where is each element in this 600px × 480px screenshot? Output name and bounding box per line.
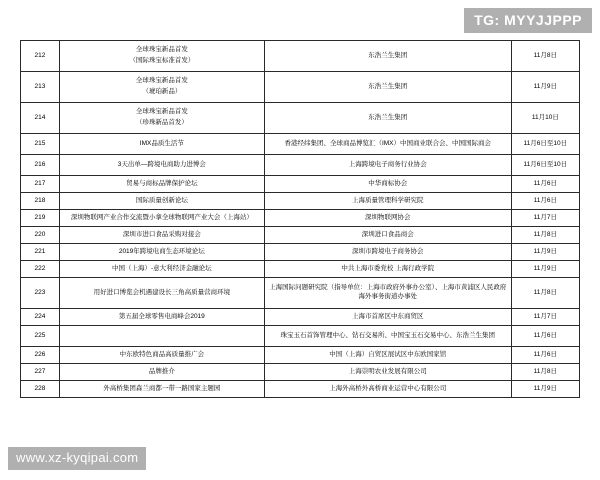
cell-date: 11月9日 bbox=[511, 244, 579, 261]
event-name-sub: （琥珀新品） bbox=[142, 88, 182, 95]
table-row bbox=[21, 155, 580, 176]
cell-number: 214 bbox=[21, 103, 60, 134]
event-name-main: 2019年跨境电商生态环境论坛 bbox=[118, 247, 205, 255]
cell-organizer: 中国（上海）自贸区展试区中东欧国家馆 bbox=[264, 347, 511, 364]
cell-date: 11月6日 bbox=[511, 347, 579, 364]
cell-date: 11月6日 bbox=[511, 326, 579, 347]
table-row bbox=[21, 103, 580, 134]
cell-organizer: 上海跨境电子商务行业协会 bbox=[264, 155, 511, 176]
cell-event-name bbox=[59, 210, 264, 227]
event-name-main: 贸易与商标品牌保护论坛 bbox=[126, 179, 198, 187]
table-row bbox=[21, 381, 580, 398]
cell-event-name bbox=[59, 176, 264, 193]
event-name-main: 深圳市进口食品采购对接会 bbox=[122, 230, 201, 238]
cell-event-name bbox=[59, 155, 264, 176]
table-row bbox=[21, 134, 580, 155]
event-name-main: 全球珠宝新品首发 bbox=[135, 77, 188, 85]
event-name-main: 品牌推介 bbox=[148, 367, 175, 375]
cell-date: 11月6日 bbox=[511, 193, 579, 210]
event-name-main: 3天出单—跨境电商助力进博会 bbox=[117, 160, 206, 168]
cell-event-name bbox=[59, 347, 264, 364]
cell-date: 11月6日至10日 bbox=[511, 155, 579, 176]
cell-event-name bbox=[59, 326, 264, 347]
cell-organizer: 深圳进口食品商会 bbox=[264, 227, 511, 244]
table-row bbox=[21, 193, 580, 210]
cell-organizer: 东浩兰生集团 bbox=[264, 72, 511, 103]
cell-date: 11月8日 bbox=[511, 227, 579, 244]
cell-organizer: 深圳市跨境电子商务协会 bbox=[264, 244, 511, 261]
cell-date: 11月6日至10日 bbox=[511, 134, 579, 155]
cell-date: 11月9日 bbox=[511, 261, 579, 278]
cell-date: 11月7日 bbox=[511, 210, 579, 227]
cell-organizer: 上海市首席区中东商贸区 bbox=[264, 309, 511, 326]
cell-organizer: 中共上海市委党校 上海行政学院 bbox=[264, 261, 511, 278]
cell-number: 212 bbox=[21, 41, 60, 72]
cell-organizer: 深圳物联网协会 bbox=[264, 210, 511, 227]
cell-number: 213 bbox=[21, 72, 60, 103]
cell-number: 217 bbox=[21, 176, 60, 193]
event-name-main: 深圳物联网产业合作交流暨小拿全球物联网产业大会（上海站） bbox=[70, 213, 253, 221]
cell-event-name bbox=[59, 244, 264, 261]
cell-number: 228 bbox=[21, 381, 60, 398]
cell-number: 227 bbox=[21, 364, 60, 381]
event-name-main: 中东欧特色商品高质量推广会 bbox=[119, 350, 205, 358]
cell-organizer: 东浩兰生集团 bbox=[264, 41, 511, 72]
event-name-main: 全球珠宝新品首发 bbox=[135, 46, 188, 54]
cell-organizer: 珠宝玉石首饰管理中心、钻石交易所、中国宝玉石交易中心、东浩兰生集团 bbox=[264, 326, 511, 347]
table-row bbox=[21, 261, 580, 278]
cell-organizer: 上海崇明农业发展有限公司 bbox=[264, 364, 511, 381]
cell-date: 11月10日 bbox=[511, 103, 579, 134]
schedule-table bbox=[20, 40, 580, 398]
cell-date: 11月9日 bbox=[511, 381, 579, 398]
cell-number: 221 bbox=[21, 244, 60, 261]
cell-number: 215 bbox=[21, 134, 60, 155]
cell-date: 11月9日 bbox=[511, 72, 579, 103]
cell-number: 223 bbox=[21, 278, 60, 309]
cell-event-name bbox=[59, 309, 264, 326]
cell-event-name bbox=[59, 41, 264, 72]
cell-event-name bbox=[59, 381, 264, 398]
cell-date: 11月8日 bbox=[511, 41, 579, 72]
table-row bbox=[21, 364, 580, 381]
cell-number: 218 bbox=[21, 193, 60, 210]
event-name-sub: （国际珠宝标准首发） bbox=[129, 57, 195, 64]
cell-event-name bbox=[59, 278, 264, 309]
event-name-main: 用好进口博览会机遇建设长三角高质量营商环境 bbox=[93, 288, 231, 296]
event-name-main: 外高桥集团森兰商都一带一路国家主题园 bbox=[103, 384, 221, 392]
cell-event-name bbox=[59, 134, 264, 155]
table-row bbox=[21, 309, 580, 326]
cell-number: 219 bbox=[21, 210, 60, 227]
event-name-main: 全球珠宝新品首发 bbox=[135, 108, 188, 116]
event-name-main: IMX品质生活节 bbox=[139, 139, 184, 147]
cell-number: 220 bbox=[21, 227, 60, 244]
cell-organizer: 上海国际问题研究院（指导单位：上海市政府外事办公室）、上海市黄浦区人民政府海外事务街道办事处 bbox=[264, 278, 511, 309]
cell-event-name bbox=[59, 227, 264, 244]
cell-organizer: 香港经纬集团、全球商品博览汇（IMX）中国商业联合会、中国国际商会 bbox=[264, 134, 511, 155]
table-row bbox=[21, 244, 580, 261]
table-row bbox=[21, 210, 580, 227]
cell-event-name bbox=[59, 364, 264, 381]
cell-date: 11月8日 bbox=[511, 364, 579, 381]
cell-number: 216 bbox=[21, 155, 60, 176]
cell-event-name bbox=[59, 193, 264, 210]
table-row bbox=[21, 326, 580, 347]
table-row bbox=[21, 72, 580, 103]
cell-number: 222 bbox=[21, 261, 60, 278]
table-row bbox=[21, 176, 580, 193]
cell-organizer: 东浩兰生集团 bbox=[264, 103, 511, 134]
cell-event-name bbox=[59, 261, 264, 278]
url-watermark: www.xz-kyqipai.com bbox=[8, 447, 146, 470]
schedule-table-body bbox=[21, 41, 580, 398]
cell-event-name bbox=[59, 72, 264, 103]
cell-event-name bbox=[59, 103, 264, 134]
cell-date: 11月7日 bbox=[511, 309, 579, 326]
cell-number: 226 bbox=[21, 347, 60, 364]
cell-organizer: 上海质量管理科学研究院 bbox=[264, 193, 511, 210]
event-name-main: 中国（上海）-意大利经济金融论坛 bbox=[111, 264, 212, 272]
event-name-main: 国际质量创新论坛 bbox=[135, 196, 188, 204]
cell-number: 224 bbox=[21, 309, 60, 326]
event-name-sub: （珍珠新品首发） bbox=[135, 119, 188, 126]
cell-number: 225 bbox=[21, 326, 60, 347]
event-name-main: 第五届全球零售电商峰会2019 bbox=[118, 312, 205, 320]
table-row bbox=[21, 347, 580, 364]
cell-date: 11月6日 bbox=[511, 176, 579, 193]
table-row bbox=[21, 227, 580, 244]
cell-organizer: 上海外高桥外高桥商业运营中心有限公司 bbox=[264, 381, 511, 398]
telegram-watermark: TG: MYYJJPPP bbox=[464, 8, 592, 33]
table-row bbox=[21, 41, 580, 72]
cell-organizer: 中华商标协会 bbox=[264, 176, 511, 193]
cell-date: 11月8日 bbox=[511, 278, 579, 309]
table-row bbox=[21, 278, 580, 309]
